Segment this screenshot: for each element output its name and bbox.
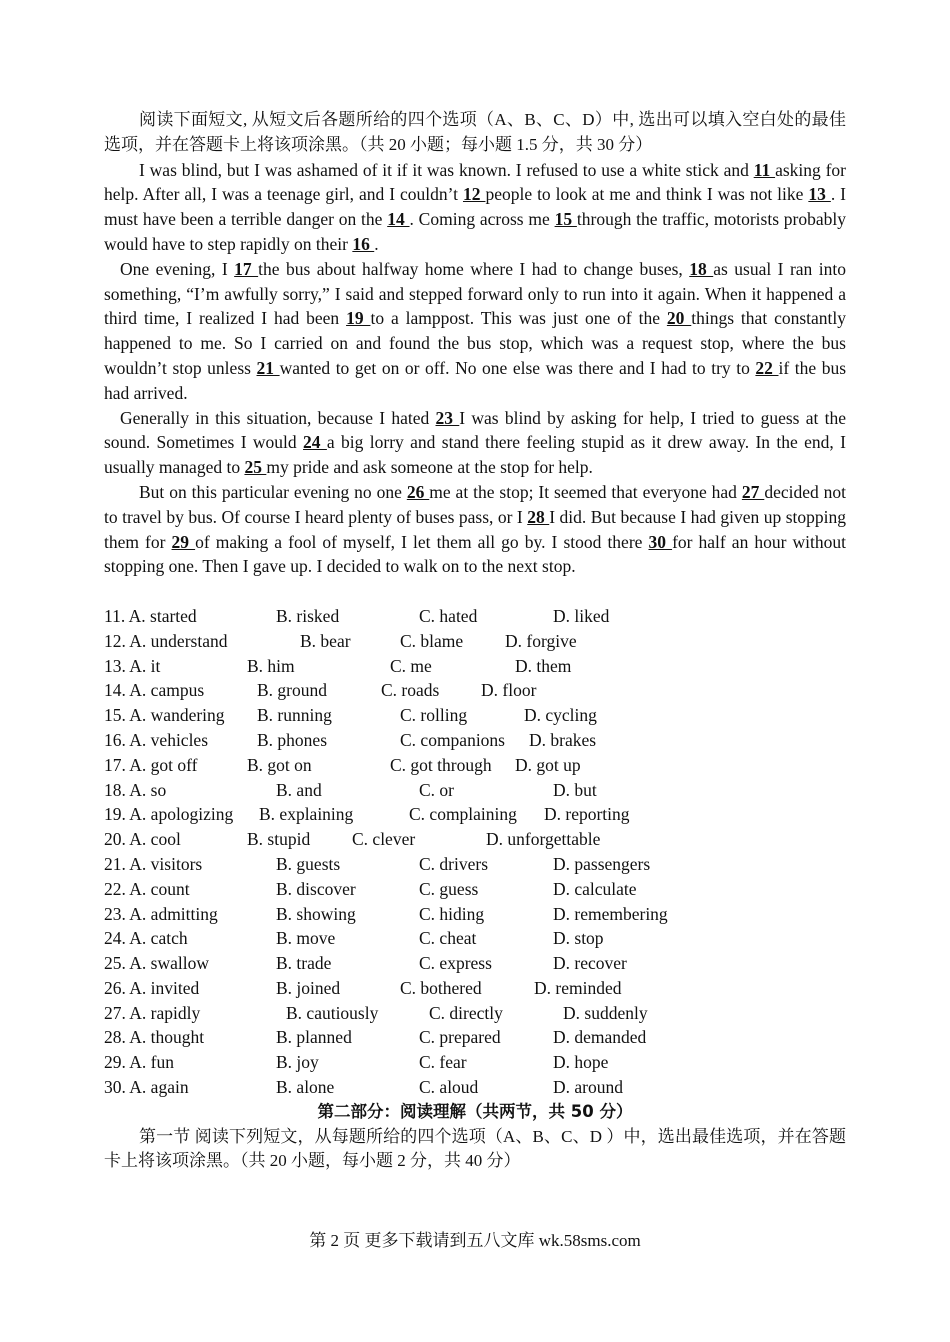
option-c: C. aloud bbox=[419, 1077, 479, 1098]
option-row bbox=[104, 827, 846, 852]
exam-page bbox=[104, 108, 846, 1174]
option-a: 14. A. campus bbox=[104, 680, 205, 701]
passage-text: wanted to get on or off. No one else was there and I had to try to bbox=[279, 357, 756, 378]
blank-number: 19 bbox=[346, 308, 371, 329]
blank-number: 20 bbox=[666, 308, 692, 329]
option-d: D. hope bbox=[553, 1052, 609, 1073]
option-row bbox=[104, 703, 846, 728]
blank-number: 27 bbox=[741, 481, 765, 502]
option-b: B. joy bbox=[276, 1052, 319, 1073]
option-c: C. express bbox=[419, 953, 492, 974]
option-c: C. me bbox=[390, 655, 432, 676]
passage-paragraph bbox=[104, 257, 846, 406]
option-row bbox=[104, 877, 846, 902]
blank-number: 23 bbox=[435, 407, 460, 428]
option-row bbox=[104, 1001, 846, 1026]
passage-paragraph bbox=[104, 480, 846, 579]
option-row bbox=[104, 728, 846, 753]
passage-text: I did. But because I had given up stopping them for bbox=[104, 506, 846, 552]
option-a: 24. A. catch bbox=[104, 928, 188, 949]
option-b: B. and bbox=[276, 779, 322, 800]
blank-number: 30 bbox=[648, 531, 673, 552]
option-a: 22. A. count bbox=[104, 878, 190, 899]
option-c: C. got through bbox=[390, 754, 492, 775]
passage-paragraph bbox=[104, 406, 846, 480]
option-row bbox=[104, 1050, 846, 1075]
options-list bbox=[104, 604, 846, 1100]
option-b: B. explaining bbox=[259, 804, 354, 825]
option-row bbox=[104, 778, 846, 803]
passage-paragraph bbox=[104, 158, 846, 257]
option-a: 27. A. rapidly bbox=[104, 1002, 201, 1023]
option-d: D. demanded bbox=[553, 1027, 647, 1048]
passage-text: . bbox=[374, 233, 379, 254]
blank-number: 11 bbox=[753, 159, 776, 180]
option-row bbox=[104, 976, 846, 1001]
option-c: C. hated bbox=[419, 605, 478, 626]
option-b: B. discover bbox=[276, 878, 356, 899]
passage-text: things that constantly happened to me. So I carried on and found the bus stop, which was a request stop, where the bus wouldn’t stop unless bbox=[104, 308, 846, 378]
option-c: C. roads bbox=[381, 680, 440, 701]
option-b: B. alone bbox=[276, 1077, 335, 1098]
option-b: B. showing bbox=[276, 903, 356, 924]
option-row bbox=[104, 951, 846, 976]
option-c: C. blame bbox=[400, 630, 464, 651]
option-row bbox=[104, 902, 846, 927]
blank-number: 15 bbox=[554, 209, 577, 230]
option-c: C. hiding bbox=[419, 903, 485, 924]
section-title: 第二部分：阅读理解（共两节，共 50 分） bbox=[317, 1101, 633, 1121]
option-row bbox=[104, 604, 846, 629]
passage-text: decided not to travel by bus. Of course I heard plenty of buses pass, or I bbox=[104, 481, 847, 527]
passage-text: But on this particular evening no one bbox=[139, 481, 407, 502]
blank-number: 24 bbox=[303, 432, 327, 453]
passage-text: Generally in this situation, because I hated bbox=[120, 407, 436, 428]
option-d: D. cycling bbox=[524, 705, 597, 726]
option-row bbox=[104, 1025, 846, 1050]
option-a: 23. A. admitting bbox=[104, 903, 218, 924]
option-c: C. drivers bbox=[419, 853, 489, 874]
option-c: C. guess bbox=[419, 878, 479, 899]
option-d: D. passengers bbox=[553, 853, 651, 874]
option-d: D. remembering bbox=[553, 903, 668, 924]
option-d: D. calculate bbox=[553, 878, 637, 899]
option-a: 19. A. apologizing bbox=[104, 804, 234, 825]
blank-number: 25 bbox=[244, 457, 267, 478]
blank-number: 17 bbox=[234, 258, 259, 279]
option-d: D. them bbox=[515, 655, 572, 676]
option-a: 15. A. wandering bbox=[104, 705, 225, 726]
option-a: 30. A. again bbox=[104, 1077, 189, 1098]
option-d: D. around bbox=[553, 1077, 623, 1098]
blank-number: 22 bbox=[755, 357, 779, 378]
option-c: C. prepared bbox=[419, 1027, 501, 1048]
option-d: D. reporting bbox=[544, 804, 630, 825]
blank-number: 21 bbox=[256, 357, 280, 378]
passage-text: I was blind, but I was ashamed of it if it was known. I refused to use a white stick and bbox=[139, 159, 754, 180]
option-d: D. brakes bbox=[529, 729, 597, 750]
blank-number: 12 bbox=[462, 184, 486, 205]
option-b: B. bear bbox=[300, 630, 351, 651]
blank-number: 26 bbox=[406, 481, 430, 502]
option-b: B. cautiously bbox=[286, 1002, 379, 1023]
passage-text: One evening, I bbox=[120, 258, 235, 279]
option-b: B. ground bbox=[257, 680, 327, 701]
passage-text: I was blind by asking for help, I tried to guess at the sound. Sometimes I would bbox=[104, 407, 846, 453]
option-row bbox=[104, 753, 846, 778]
passage-text: if the bus had arrived. bbox=[104, 357, 847, 403]
blank-number: 29 bbox=[171, 531, 196, 552]
passage-text: of making a fool of myself, I let them all go by. I stood there bbox=[195, 531, 649, 552]
option-b: B. running bbox=[257, 705, 332, 726]
option-a: 18. A. so bbox=[104, 779, 167, 800]
passage-text: people to look at me and think I was not like bbox=[485, 184, 809, 205]
blank-number: 16 bbox=[352, 233, 375, 254]
option-d: D. reminded bbox=[534, 977, 622, 998]
option-d: D. liked bbox=[553, 605, 610, 626]
blank-number: 13 bbox=[808, 184, 831, 205]
option-c: C. or bbox=[419, 779, 454, 800]
option-a: 20. A. cool bbox=[104, 829, 181, 850]
option-b: B. got on bbox=[247, 754, 312, 775]
option-c: C. bothered bbox=[400, 977, 482, 998]
option-b: B. planned bbox=[276, 1027, 352, 1048]
option-d: D. but bbox=[553, 779, 597, 800]
option-b: B. risked bbox=[276, 605, 340, 626]
option-row bbox=[104, 802, 846, 827]
option-d: D. floor bbox=[481, 680, 537, 701]
option-c: C. complaining bbox=[409, 804, 517, 825]
option-row bbox=[104, 1075, 846, 1100]
passage-text: . I must have been a terrible danger on the bbox=[104, 184, 846, 230]
passage bbox=[104, 158, 846, 580]
option-c: C. directly bbox=[429, 1002, 503, 1023]
option-row bbox=[104, 629, 846, 654]
option-b: B. phones bbox=[257, 729, 327, 750]
page-footer: 第 2 页 更多下载请到五八文库 wk.58sms.com bbox=[309, 1231, 641, 1250]
option-c: C. fear bbox=[419, 1052, 467, 1073]
passage-text: asking for help. After all, I was a teenage girl, and I couldn’t bbox=[104, 159, 846, 205]
option-c: C. rolling bbox=[400, 705, 468, 726]
option-a: 16. A. vehicles bbox=[104, 729, 209, 750]
option-b: B. him bbox=[247, 655, 295, 676]
instructions: 阅读下面短文, 从短文后各题所给的四个选项（A、B、C、D）中, 选出可以填入空白处的最佳选项，并在答题卡上将该项涂黑。（共 20 小题；每小题 1.5 分，共 30 分） bbox=[104, 110, 846, 154]
option-a: 26. A. invited bbox=[104, 977, 200, 998]
option-b: B. guests bbox=[276, 853, 341, 874]
option-row bbox=[104, 678, 846, 703]
option-d: D. suddenly bbox=[563, 1002, 648, 1023]
passage-text: to a lamppost. This was just one of the bbox=[370, 308, 667, 329]
option-d: D. unforgettable bbox=[486, 829, 601, 850]
option-d: D. forgive bbox=[505, 630, 577, 651]
passage-text: for half an hour without stopping one. Then I gave up. I decided to walk on to the next stop. bbox=[104, 531, 847, 577]
option-a: 13. A. it bbox=[104, 655, 161, 676]
option-c: C. companions bbox=[400, 729, 505, 750]
option-b: B. stupid bbox=[247, 829, 311, 850]
option-a: 28. A. thought bbox=[104, 1027, 205, 1048]
section-instructions: 第一节 阅读下列短文，从每题所给的四个选项（A、B、C、D ）中，选出最佳选项，并在答题卡上将该项涂黑。（共 20 小题，每小题 2 分，共 40 分） bbox=[104, 1126, 846, 1171]
blank-number: 18 bbox=[689, 258, 714, 279]
blank-number: 14 bbox=[387, 209, 410, 230]
option-row bbox=[104, 852, 846, 877]
option-a: 29. A. fun bbox=[104, 1052, 174, 1073]
option-a: 11. A. started bbox=[104, 605, 197, 626]
option-d: D. recover bbox=[553, 953, 627, 974]
option-a: 21. A. visitors bbox=[104, 853, 203, 874]
passage-text: a big lorry and stand there feeling stupid as it drew away. In the end, I usually managed to bbox=[104, 432, 846, 478]
option-c: C. cheat bbox=[419, 928, 477, 949]
option-row bbox=[104, 926, 846, 951]
passage-text: through the traffic, motorists probably would have to step rapidly on their bbox=[104, 209, 847, 254]
option-b: B. joined bbox=[276, 977, 341, 998]
passage-text: the bus about halfway home where I had to change buses, bbox=[258, 258, 690, 279]
option-a: 12. A. understand bbox=[104, 630, 228, 651]
option-a: 25. A. swallow bbox=[104, 953, 209, 974]
blank-number: 28 bbox=[527, 506, 550, 527]
option-d: D. got up bbox=[515, 754, 581, 775]
passage-text: . Coming across me bbox=[409, 209, 555, 230]
option-b: B. move bbox=[276, 928, 336, 949]
option-d: D. stop bbox=[553, 928, 604, 949]
option-c: C. clever bbox=[352, 829, 416, 850]
option-b: B. trade bbox=[276, 953, 332, 974]
passage-text: as usual I ran into something, “I’m awfully sorry,” I said and stepped forward only to run into it again. When it happened a third time, I realized I had been bbox=[104, 258, 846, 329]
passage-text: my pride and ask someone at the stop for help. bbox=[266, 457, 593, 478]
option-a: 17. A. got off bbox=[104, 754, 198, 775]
option-row bbox=[104, 654, 846, 679]
passage-text: me at the stop; It seemed that everyone had bbox=[429, 481, 742, 502]
